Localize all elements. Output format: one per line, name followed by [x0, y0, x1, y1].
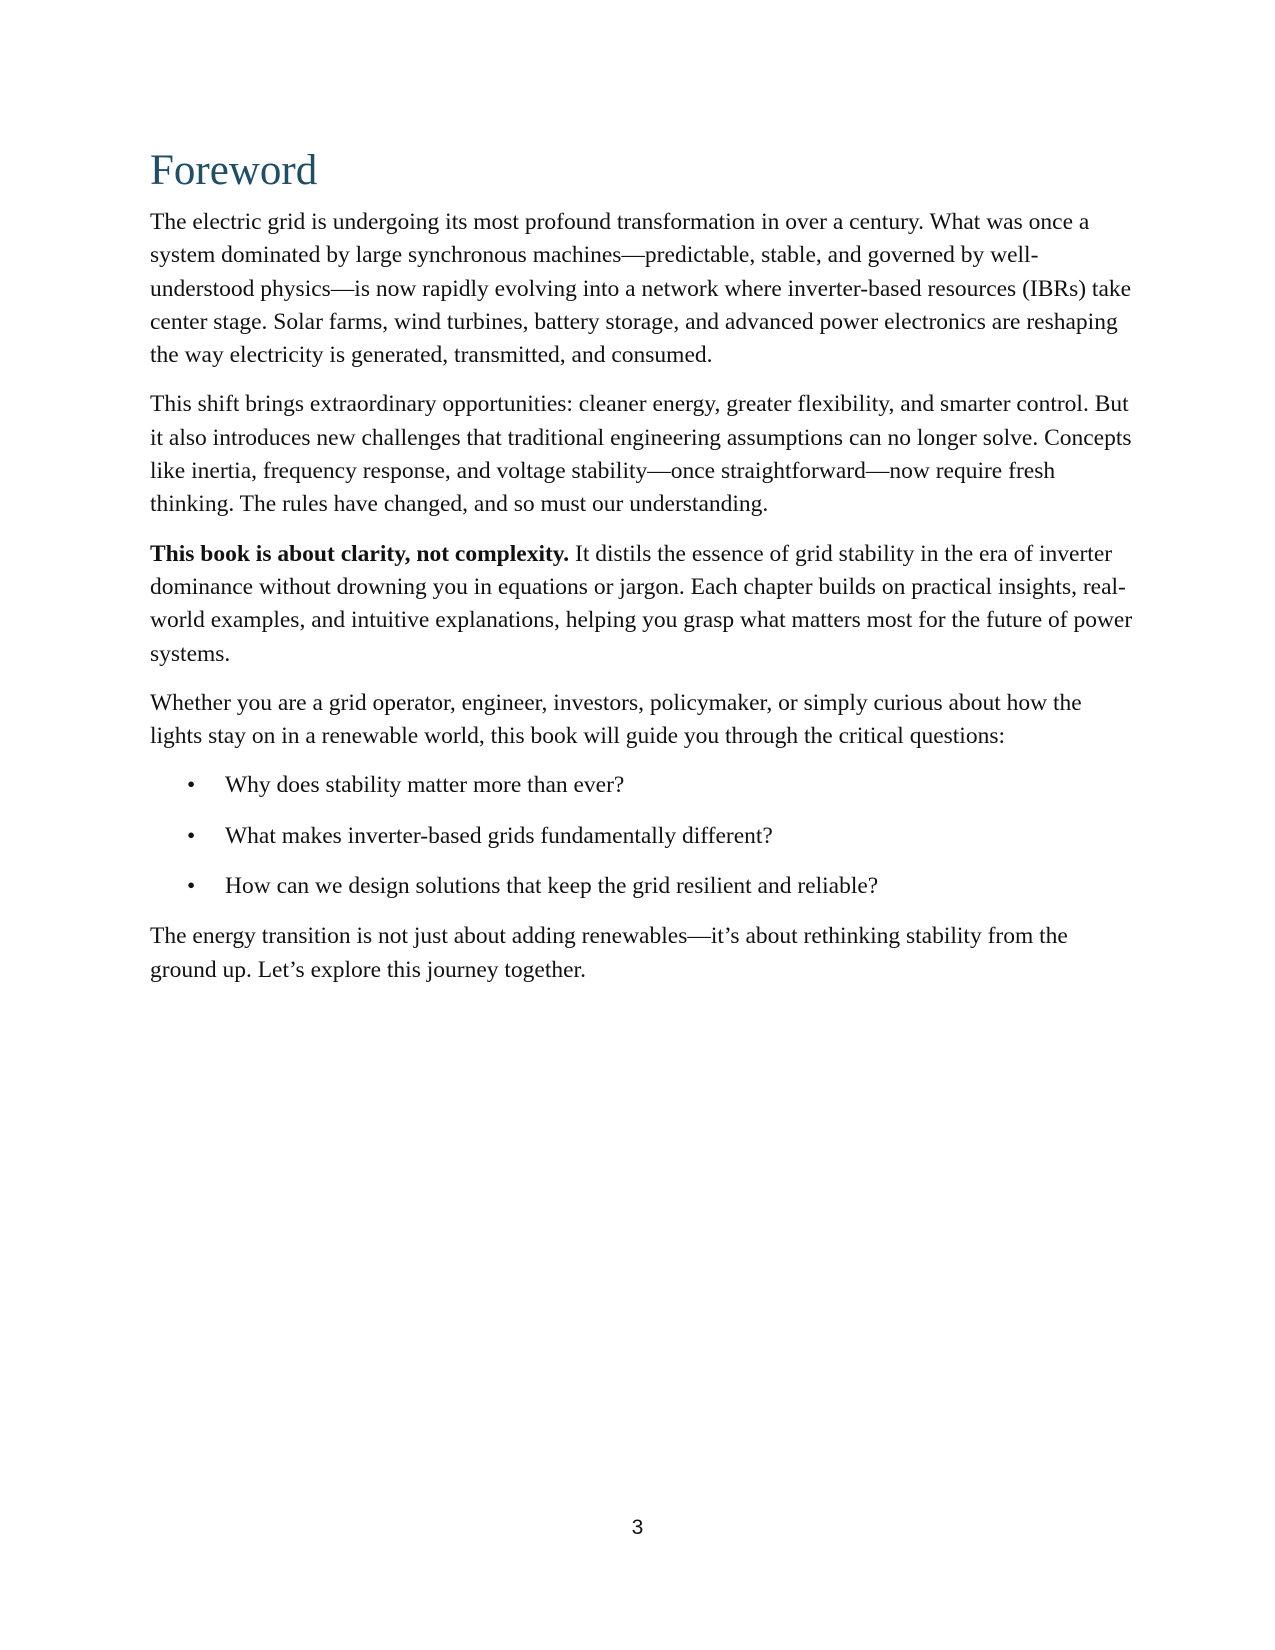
list-item-text: How can we design solutions that keep the grid resilient and reliable?	[225, 873, 879, 900]
paragraph-opportunities: This shift brings extraordinary opportunities: cleaner energy, greater flexibility, and smarter control. But it also introduces new challenges that traditional engineering assumptions can no longer solve. Concepts like inertia, frequency response, and voltage stability—once straightforward—now require fresh thinking. The rules have changed, and so must our understanding.	[150, 391, 1132, 518]
bullet-icon: •	[187, 822, 196, 849]
list-item-text: What makes inverter-based grids fundamentally different?	[225, 822, 773, 849]
list-item	[150, 870, 1135, 903]
paragraph-clarity	[150, 538, 1135, 671]
paragraph-intro: The electric grid is undergoing its most profound transformation in over a century. What was once a system dominated by large synchronous machines—predictable, stable, and governed by well-understood physics—is now rapidly evolving into a network where inverter-based resources (IBRs) take center stage. Solar farms, wind turbines, battery storage, and advanced power electronics are reshaping the way electricity is generated, transmitted, and consumed.	[150, 209, 1132, 369]
bullet-icon: •	[187, 772, 196, 799]
bullet-icon: •	[187, 873, 196, 900]
list-item	[150, 820, 1135, 853]
page-number: 3	[631, 1516, 644, 1539]
page-title: Foreword	[150, 147, 318, 194]
list-item-text: Why does stability matter more than ever?	[225, 772, 625, 799]
list-item	[150, 769, 1135, 802]
questions-list	[150, 769, 1135, 903]
paragraph-audience: Whether you are a grid operator, engineer, investors, policymaker, or simply curious about how the lights stay on in a renewable world, this book will guide you through the critical questions:	[150, 689, 1082, 750]
paragraph-clarity-bold-lead: This book is about clarity, not complexity.	[150, 540, 570, 567]
paragraph-closing: The energy transition is not just about adding renewables—it’s about rethinking stability from the ground up. Let’s explore this journey together.	[150, 923, 1068, 983]
paragraph-clarity-rest: It distils the essence of grid stability in the era of inverter dominance without drowning you in equations or jargon. Each chapter builds on practical insights, real-world examples, and intuitive explanations, helping you grasp what matters most for the future of power systems.	[150, 540, 1133, 667]
page-content	[150, 145, 1135, 1003]
